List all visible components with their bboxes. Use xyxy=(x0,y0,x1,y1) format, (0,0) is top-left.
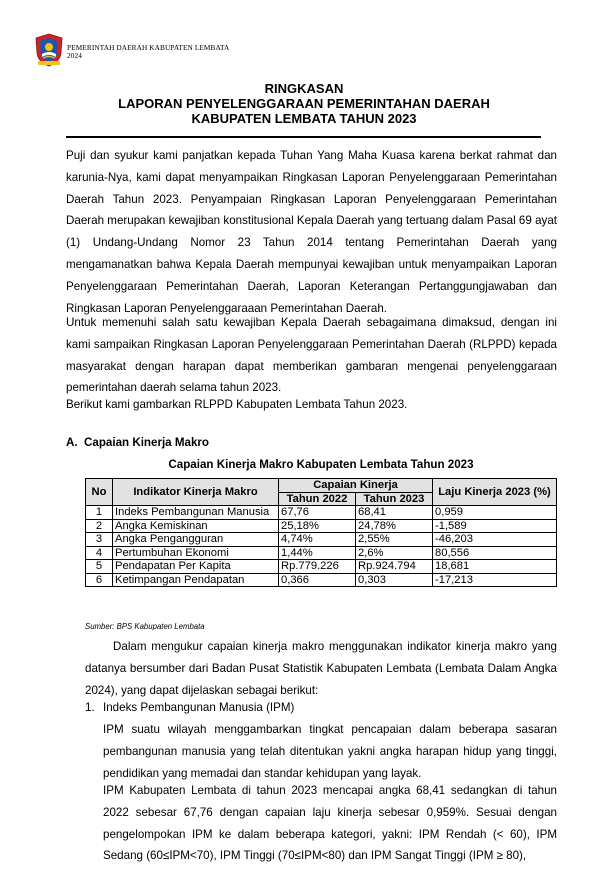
table-title: Capaian Kinerja Makro Kabupaten Lembata Tahun 2023 xyxy=(168,458,474,471)
list-item-1-number: 1. xyxy=(85,701,95,714)
header-capaian: Capaian Kinerja xyxy=(279,479,433,493)
table-row xyxy=(86,519,557,533)
cell-2022: 67,76 xyxy=(279,506,356,520)
title-line-2: LAPORAN PENYELENGGARAAN PEMERINTAHAN DAERAH xyxy=(118,96,490,111)
cell-laju: 0,959 xyxy=(433,506,557,520)
cell-laju: 18,681 xyxy=(433,560,557,574)
cell-indikator: Pertumbuhan Ekonomi xyxy=(113,546,279,560)
cell-2022: 4,74% xyxy=(279,533,356,547)
cell-2022: 1,44% xyxy=(279,546,356,560)
cell-2022: 0,366 xyxy=(279,573,356,587)
cell-2023: Rp.924.794 xyxy=(356,560,433,574)
section-a-number: A. xyxy=(66,436,78,449)
header-tahun-2022: Tahun 2022 xyxy=(279,492,356,506)
section-a-title: Capaian Kinerja Makro xyxy=(84,436,209,449)
cell-indikator: Angka Pengangguran xyxy=(113,533,279,547)
list-item-1-title: Indeks Pembangunan Manusia (IPM) xyxy=(103,701,295,714)
cell-no: 1 xyxy=(86,506,113,520)
cell-laju: -46,203 xyxy=(433,533,557,547)
section-a-heading xyxy=(66,436,209,449)
intro-paragraph-1: Puji dan syukur kami panjatkan kepada Tuhan Yang Maha Kuasa karena berkat rahmat dan karunia-Nya, kami dapat menyampaikan Ringkasan Laporan Penyelenggaraan Pemerintahan Daerah Tahun 2023. Penyampaian Ringkasan Laporan Penyelenggaraan Pemerintahan Daerah merupakan kewajiban konstitusional Kepala Daerah yang tertuang dalam Pasal 69 ayat (1) Undang-Undang Nomor 23 Tahun 2014 tentang Pemerintahan Daerah yang mengamanatkan bahwa Kepala Daerah mempunyai kewajiban untuk menyampaikan Laporan Penyelenggaraan Pemerintahan Daerah, Laporan Keterangan Pertanggungjawaban dan Ringkasan Laporan Penyelenggaraaan Pemerintahan Daerah. xyxy=(66,149,557,315)
header-laju: Laju Kinerja 2023 (%) xyxy=(433,479,557,506)
table-row xyxy=(86,560,557,574)
cell-laju: 80,556 xyxy=(433,546,557,560)
list-item-1-heading xyxy=(85,697,294,719)
cell-indikator: Pendapatan Per Kapita xyxy=(113,560,279,574)
cell-no: 2 xyxy=(86,519,113,533)
ipm-paragraph-2: IPM Kabupaten Lembata di tahun 2023 mencapai angka 68,41 sedangkan di tahun 2022 sebesar 67,76 dengan capaian laju kinerja sebesar 0,959%. Sesuai dengan pengelompokan IPM ke dalam beberapa kategori, yakni: IPM Rendah (< 60), IPM Sedang (60≤IPM<70), IPM Tinggi (70≤IPM<80) dan IPM Sangat Tinggi (IPM ≥ 80), xyxy=(103,784,557,863)
cell-no: 5 xyxy=(86,560,113,574)
header-indikator: Indikator Kinerja Makro xyxy=(113,479,279,506)
table-row xyxy=(86,546,557,560)
intro-paragraph-3: Berikut kami gambarkan RLPPD Kabupaten Lembata Tahun 2023. xyxy=(66,398,408,411)
cell-no: 6 xyxy=(86,573,113,587)
cell-2022: Rp.779.226 xyxy=(279,560,356,574)
cell-no: 3 xyxy=(86,533,113,547)
title-divider xyxy=(66,136,541,138)
cell-2023: 24,78% xyxy=(356,519,433,533)
table-source-note: Sumber: BPS Kabupaten Lembata xyxy=(85,622,205,631)
after-table-paragraph: Dalam mengukur capaian kinerja makro menggunakan indikator kinerja makro yang datanya bersumber dari Badan Pusat Statistik Kabupaten Lembata (Lembata Dalam Angka 2024), yang dapat dijelaskan sebagai berikut: xyxy=(85,640,557,697)
cell-indikator: Angka Kemiskinan xyxy=(113,519,279,533)
table-row xyxy=(86,573,557,587)
table-row xyxy=(86,506,557,520)
header-tahun-2023: Tahun 2023 xyxy=(356,492,433,506)
cell-2023: 2,6% xyxy=(356,546,433,560)
cell-2023: 2,55% xyxy=(356,533,433,547)
cell-laju: -1,589 xyxy=(433,519,557,533)
lembata-emblem-icon xyxy=(34,33,64,67)
ipm-paragraph-1: IPM suatu wilayah menggambarkan tingkat pencapaian dalam beberapa sasaran pembangunan manusia yang telah ditentukan yakni angka harapan hidup yang tinggi, pendidikan yang memadai dan standar kehidupan yang layak. xyxy=(103,723,557,780)
header-institution xyxy=(67,44,229,60)
header-line-1: PEMERINTAH DAERAH KABUPATEN LEMBATA xyxy=(67,43,230,52)
cell-2022: 25,18% xyxy=(279,519,356,533)
table-row xyxy=(86,533,557,547)
cell-2023: 68,41 xyxy=(356,506,433,520)
cell-no: 4 xyxy=(86,546,113,560)
header-line-2: 2024 xyxy=(67,51,82,60)
cell-indikator: Indeks Pembangunan Manusia xyxy=(113,506,279,520)
intro-paragraph-2: Untuk memenuhi salah satu kewajiban Kepala Daerah sebagaimana dimaksud, dengan ini kami sampaikan Ringkasan Laporan Penyelenggaraan Pemerintahan Daerah (RLPPD) kepada masyarakat dengan harapan dapat memberikan gambaran mengenai penyelenggaraan pemerintahan daerah selama tahun 2023. xyxy=(66,316,557,395)
cell-laju: -17,213 xyxy=(433,573,557,587)
header-no: No xyxy=(86,479,113,506)
document-title xyxy=(66,81,542,126)
cell-indikator: Ketimpangan Pendapatan xyxy=(113,573,279,587)
kinerja-makro-table xyxy=(85,478,557,587)
title-line-3: KABUPATEN LEMBATA TAHUN 2023 xyxy=(191,111,417,126)
cell-2023: 0,303 xyxy=(356,573,433,587)
title-line-1: RINGKASAN xyxy=(264,81,344,96)
